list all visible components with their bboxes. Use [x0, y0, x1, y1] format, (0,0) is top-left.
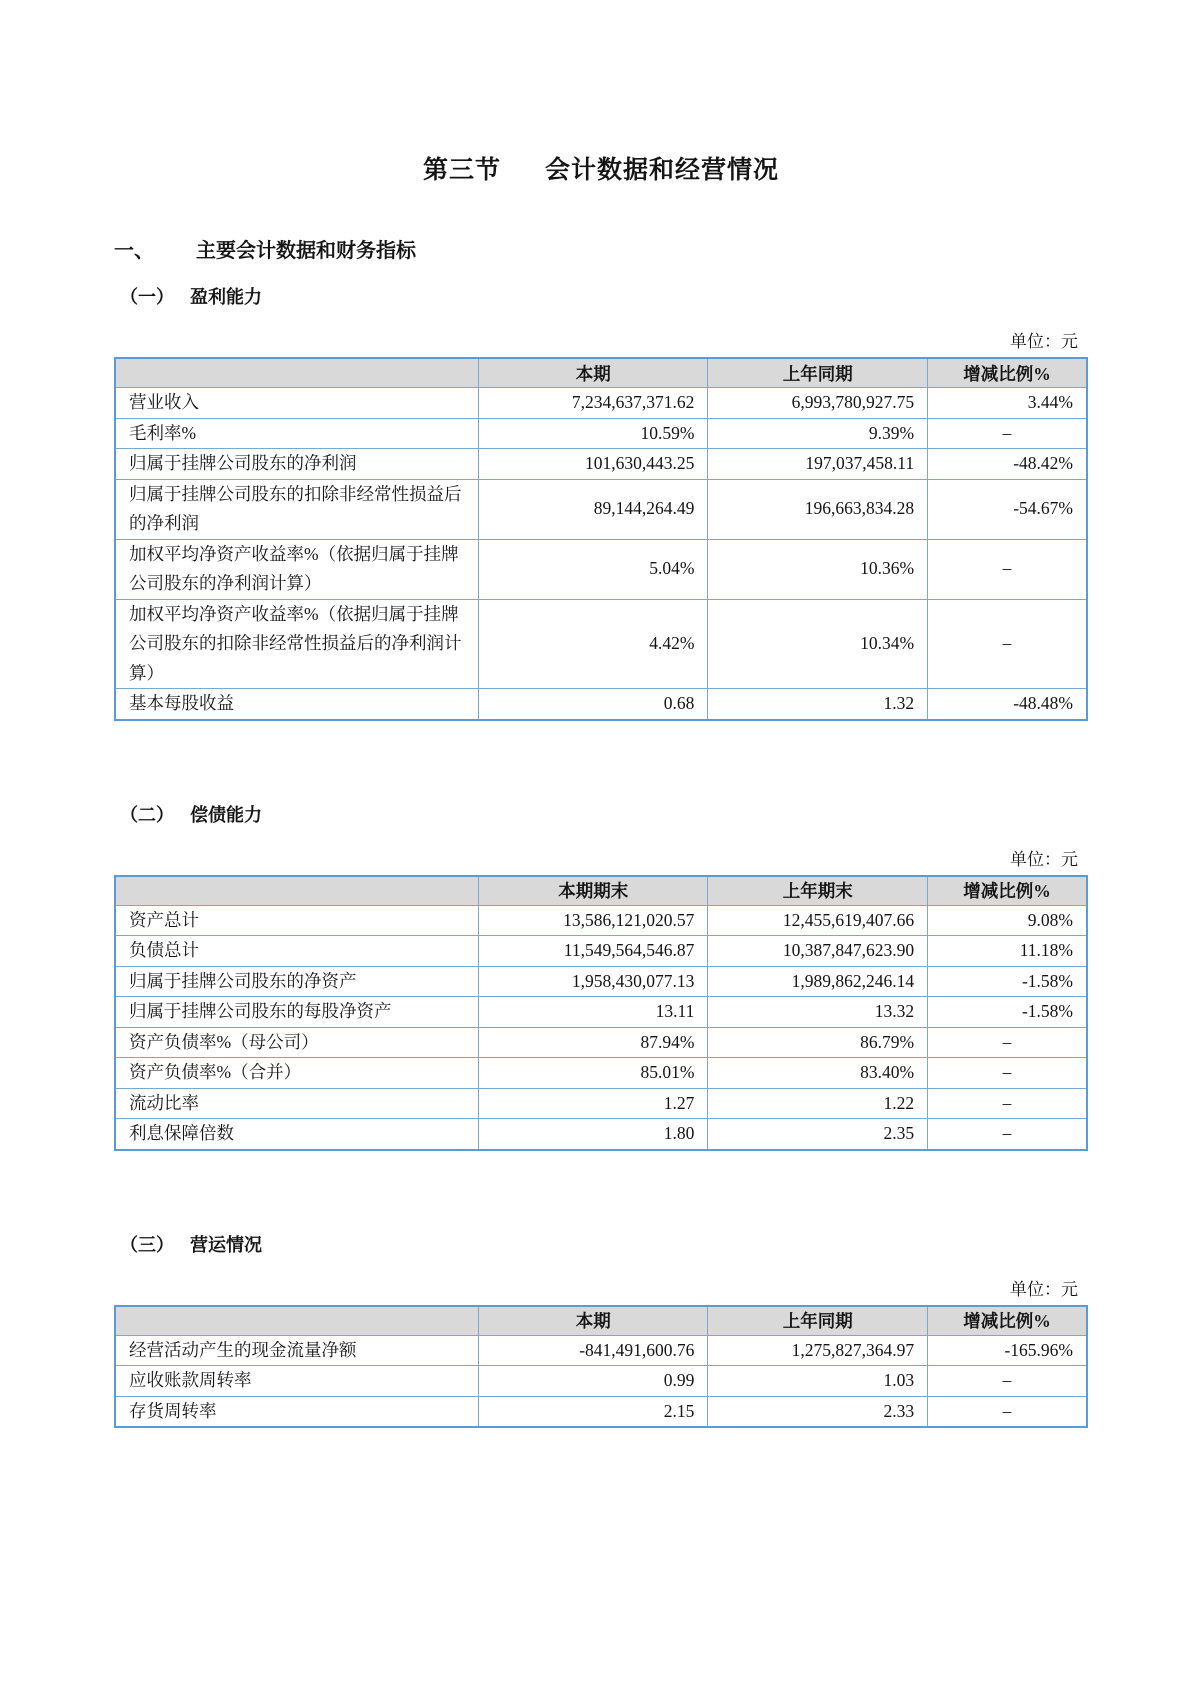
current-period-value: 2.15 [479, 1396, 708, 1427]
subsection-heading [120, 283, 1082, 309]
table-header-row [115, 1306, 1087, 1336]
table-row [115, 997, 1087, 1028]
row-label: 利息保障倍数 [115, 1119, 479, 1150]
current-period-value: -841,491,600.76 [479, 1335, 708, 1366]
subsection-heading [120, 1231, 1082, 1257]
table-row [115, 966, 1087, 997]
change-ratio-value: -48.42% [928, 449, 1087, 480]
column-header: 本期期末 [479, 876, 708, 906]
row-label: 归属于挂牌公司股东的扣除非经常性损益后的净利润 [115, 479, 479, 539]
row-label: 加权平均净资产收益率%（依据归属于挂牌公司股东的扣除非经常性损益后的净利润计算） [115, 599, 479, 689]
prior-period-value: 1,989,862,246.14 [708, 966, 928, 997]
subsection-number: （一） [120, 287, 174, 307]
current-period-value: 4.42% [479, 599, 708, 689]
change-ratio-value: – [928, 539, 1087, 599]
report-section [114, 1231, 1088, 1429]
table-row [115, 1396, 1087, 1427]
table-row [115, 1088, 1087, 1119]
table-row [115, 418, 1087, 449]
heading-main-indicators [114, 234, 1088, 263]
change-ratio-value: 9.08% [928, 905, 1087, 936]
column-header: 本期 [479, 358, 708, 388]
column-header: 上年同期 [708, 1306, 928, 1336]
column-header: 增减比例% [928, 1306, 1087, 1336]
subsection-title: 营运情况 [190, 1234, 262, 1255]
table-row [115, 599, 1087, 689]
change-ratio-value: -165.96% [928, 1335, 1087, 1366]
change-ratio-value: – [928, 1088, 1087, 1119]
current-period-value: 0.99 [479, 1366, 708, 1397]
prior-period-value: 83.40% [708, 1058, 928, 1089]
prior-period-value: 1.03 [708, 1366, 928, 1397]
financial-table [114, 357, 1088, 721]
current-period-value: 85.01% [479, 1058, 708, 1089]
prior-period-value: 1,275,827,364.97 [708, 1335, 928, 1366]
current-period-value: 89,144,264.49 [479, 479, 708, 539]
row-label: 流动比率 [115, 1088, 479, 1119]
prior-period-value: 10,387,847,623.90 [708, 936, 928, 967]
table-header-row [115, 876, 1087, 906]
row-label: 归属于挂牌公司股东的净资产 [115, 966, 479, 997]
heading-number: 一、 [114, 240, 154, 262]
change-ratio-value: -1.58% [928, 997, 1087, 1028]
table-row [115, 1335, 1087, 1366]
row-label: 营业收入 [115, 388, 479, 419]
prior-period-value: 86.79% [708, 1027, 928, 1058]
subsection-title: 偿债能力 [190, 804, 262, 825]
table-row [115, 1366, 1087, 1397]
current-period-value: 13.11 [479, 997, 708, 1028]
current-period-value: 1.27 [479, 1088, 708, 1119]
table-row [115, 689, 1087, 720]
unit-label: 单位：元 [1010, 1279, 1078, 1299]
prior-period-value: 1.22 [708, 1088, 928, 1119]
current-period-value: 1.80 [479, 1119, 708, 1150]
column-header: 上年期末 [708, 876, 928, 906]
prior-period-value: 2.33 [708, 1396, 928, 1427]
table-header-row [115, 358, 1087, 388]
table-row [115, 1027, 1087, 1058]
table-row [115, 936, 1087, 967]
current-period-value: 5.04% [479, 539, 708, 599]
row-label: 资产负债率%（合并） [115, 1058, 479, 1089]
row-label: 归属于挂牌公司股东的净利润 [115, 449, 479, 480]
table-row [115, 479, 1087, 539]
row-label: 资产总计 [115, 905, 479, 936]
report-section [114, 801, 1088, 1151]
subsection-number: （二） [120, 804, 174, 825]
table-row [115, 1058, 1087, 1089]
row-label: 应收账款周转率 [115, 1366, 479, 1397]
change-ratio-value: -1.58% [928, 966, 1087, 997]
prior-period-value: 13.32 [708, 997, 928, 1028]
heading-text: 主要会计数据和财务指标 [196, 240, 416, 262]
change-ratio-value: – [928, 1027, 1087, 1058]
prior-period-value: 1.32 [708, 689, 928, 720]
column-header-empty [115, 1306, 479, 1336]
prior-period-value: 12,455,619,407.66 [708, 905, 928, 936]
column-header: 本期 [479, 1306, 708, 1336]
prior-period-value: 2.35 [708, 1119, 928, 1150]
prior-period-value: 6,993,780,927.75 [708, 388, 928, 419]
row-label: 经营活动产生的现金流量净额 [115, 1335, 479, 1366]
change-ratio-value: – [928, 1058, 1087, 1089]
column-header-empty [115, 876, 479, 906]
financial-table [114, 875, 1088, 1151]
unit-label: 单位：元 [1010, 849, 1078, 869]
page-title-text: 会计数据和经营情况 [545, 157, 780, 184]
current-period-value: 0.68 [479, 689, 708, 720]
prior-period-value: 10.36% [708, 539, 928, 599]
column-header-empty [115, 358, 479, 388]
current-period-value: 10.59% [479, 418, 708, 449]
change-ratio-value: – [928, 1366, 1087, 1397]
row-label: 归属于挂牌公司股东的每股净资产 [115, 997, 479, 1028]
row-label: 存货周转率 [115, 1396, 479, 1427]
column-header: 增减比例% [928, 358, 1087, 388]
financial-table [114, 1305, 1088, 1429]
change-ratio-value: – [928, 599, 1087, 689]
row-label: 毛利率% [115, 418, 479, 449]
change-ratio-value: -54.67% [928, 479, 1087, 539]
unit-label: 单位：元 [1010, 332, 1078, 351]
current-period-value: 87.94% [479, 1027, 708, 1058]
table-row [115, 539, 1087, 599]
prior-period-value: 10.34% [708, 599, 928, 689]
page-title-section-number: 第三节 [422, 157, 501, 184]
table-row [115, 449, 1087, 480]
change-ratio-value: 3.44% [928, 388, 1087, 419]
change-ratio-value: – [928, 1396, 1087, 1427]
page-title [114, 150, 1088, 186]
sections [114, 283, 1088, 1428]
change-ratio-value: 11.18% [928, 936, 1087, 967]
row-label: 负债总计 [115, 936, 479, 967]
row-label: 基本每股收益 [115, 689, 479, 720]
prior-period-value: 197,037,458.11 [708, 449, 928, 480]
change-ratio-value: -48.48% [928, 689, 1087, 720]
table-row [115, 1119, 1087, 1150]
current-period-value: 1,958,430,077.13 [479, 966, 708, 997]
column-header: 上年同期 [708, 358, 928, 388]
subsection-title: 盈利能力 [190, 287, 262, 307]
table-row [115, 388, 1087, 419]
change-ratio-value: – [928, 418, 1087, 449]
current-period-value: 13,586,121,020.57 [479, 905, 708, 936]
change-ratio-value: – [928, 1119, 1087, 1150]
row-label: 资产负债率%（母公司） [115, 1027, 479, 1058]
subsection-number: （三） [120, 1234, 174, 1255]
prior-period-value: 9.39% [708, 418, 928, 449]
table-row [115, 905, 1087, 936]
report-section [114, 283, 1088, 721]
current-period-value: 7,234,637,371.62 [479, 388, 708, 419]
subsection-heading [120, 801, 1082, 827]
row-label: 加权平均净资产收益率%（依据归属于挂牌公司股东的净利润计算） [115, 539, 479, 599]
current-period-value: 11,549,564,546.87 [479, 936, 708, 967]
current-period-value: 101,630,443.25 [479, 449, 708, 480]
prior-period-value: 196,663,834.28 [708, 479, 928, 539]
column-header: 增减比例% [928, 876, 1087, 906]
